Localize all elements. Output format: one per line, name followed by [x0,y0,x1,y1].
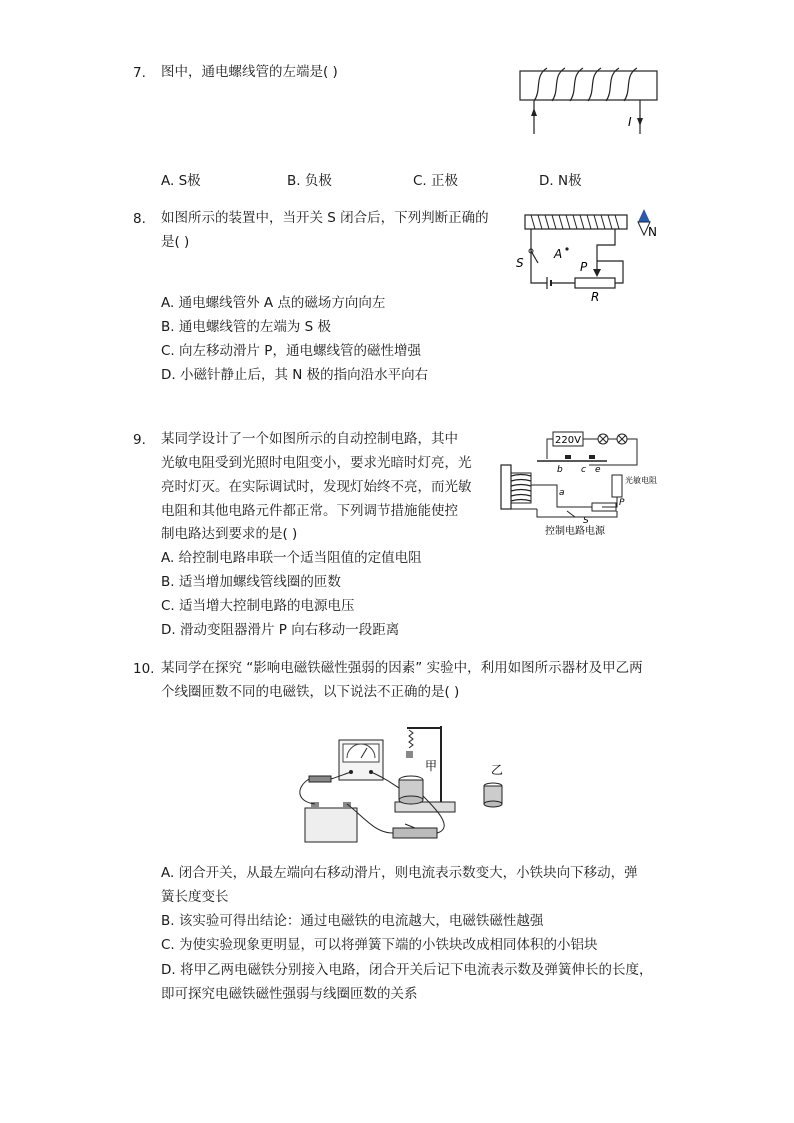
question-stem-line: 光敏电阻受到光照时电阻变小，要求光暗时灯亮，光 [161,455,472,471]
svg-text:P: P [619,498,625,508]
auto-control-circuit-figure [497,425,657,540]
option-d: D. 小磁针静止后，其 N 极的指向沿水平向右 [161,367,429,383]
question-stem-line: 个线圈匝数不同的电磁铁，以下说法不正确的是( ) [161,684,460,700]
voltage-label: 220V [555,435,581,446]
option-c: C. 正极 [413,173,459,189]
jia-label: 甲 [425,759,438,773]
power-label: 控制电路电源 [545,526,605,537]
option-d: D. 将甲乙两电磁铁分别接入电路，闭合开关后记下电流表示数及弹簧伸长的长度， [161,962,653,978]
solenoid-figure [512,60,662,140]
option-d: D. 滑动变阻器滑片 P 向右移动一段距离 [161,622,400,638]
option-a: A. 通电螺线管外 A 点的磁场方向向左 [161,295,386,311]
option-d: D. N极 [539,173,582,189]
question-stem-line: 某同学设计了一个如图所示的自动控制电路，其中 [161,431,458,447]
switch-s-label: S [516,256,524,270]
option-a: A. 给控制电路串联一个适当阻值的定值电阻 [161,550,422,566]
question-stem-line: 制电路达到要求的是( ) [161,526,298,542]
rheostat-r-label: R [591,290,600,304]
question-stem-line: 亮时灯灭。在实际调试时，发现灯始终不亮，而光敏 [161,479,472,495]
question-number: 7. [133,65,146,81]
question-number: 10. [133,661,155,677]
needle-n-label: N [648,225,657,239]
question-stem: 图中，通电螺线管的左端是( ) [161,64,338,80]
option-a: A. S极 [161,173,201,189]
svg-text:c: c [581,465,586,475]
question-number: 8. [133,211,146,227]
svg-text:a: a [559,488,565,498]
question-stem-line: 是( ) [161,234,190,250]
current-label: I [628,115,632,129]
option-a: A. 闭合开关，从最左端向右移动滑片，则电流表示数变大，小铁块向下移动，弹 [161,865,638,881]
yi-label: 乙 [491,763,504,777]
option-c: C. 适当增大控制电路的电源电压 [161,598,355,614]
svg-text:S: S [583,516,589,526]
photoresistor-label: 光敏电阻 [625,476,657,485]
electromagnet-experiment-figure [285,718,525,858]
option-c: C. 为使实验现象更明显，可以将弹簧下端的小铁块改成相同体积的小铝块 [161,937,598,953]
question-stem-line: 某同学在探究 “影响电磁铁磁性强弱的因素” 实验中，利用如图所示器材及甲乙两 [161,660,643,676]
question-number: 9. [133,432,146,448]
option-b: B. 通电螺线管的左端为 S 极 [161,319,331,335]
question-stem-line: 如图所示的装置中，当开关 S 闭合后，下列判断正确的 [161,210,489,226]
solenoid-circuit-figure [505,205,665,305]
option-c: C. 向左移动滑片 P，通电螺线管的磁性增强 [161,343,421,359]
question-stem-line: 电阻和其他电路元件都正常。下列调节措施能使控 [161,503,458,519]
option-b: B. 负极 [287,173,332,189]
point-a-label: A [554,247,563,261]
option-d-continued: 即可探究电磁铁磁性强弱与线圈匝数的关系 [161,986,418,1002]
svg-text:b: b [557,465,563,475]
slider-p-label: P [580,260,588,274]
option-a-continued: 簧长度变长 [161,889,229,905]
option-b: B. 适当增加螺线管线圈的匝数 [161,574,341,590]
option-b: B. 该实验可得出结论：通过电磁铁的电流越大，电磁铁磁性越强 [161,913,544,929]
svg-text:e: e [595,465,601,475]
